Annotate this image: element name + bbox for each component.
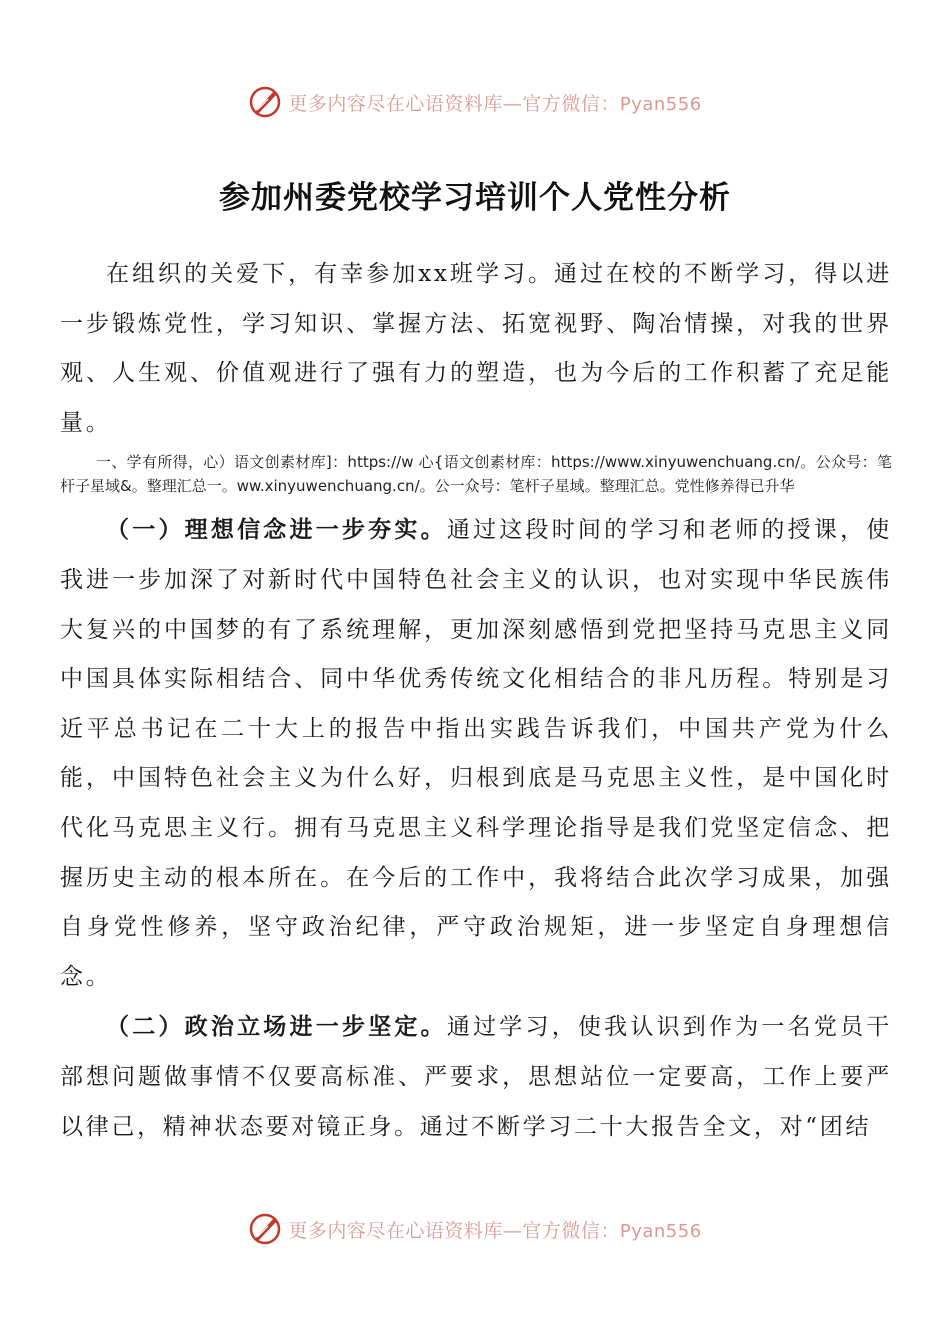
intro-paragraph: 在组织的关爱下，有幸参加xx班学习。通过在校的不断学习，得以进一步锻炼党性，学习知识、掌握方法、拓宽视野、陶冶情操，对我的世界观、人生观、价值观进行了强有力的塑造，也为今后的工作积蓄了充足能量。 <box>60 261 892 436</box>
header-watermark-banner <box>0 82 950 122</box>
footer-watermark-banner <box>0 1209 950 1249</box>
wechat-id: Pyan556 <box>619 93 702 115</box>
wechat-id: Pyan556 <box>619 1220 702 1242</box>
document-title: 参加州委党校学习培训个人党性分析 <box>219 180 731 216</box>
quill-logo-icon <box>248 1212 282 1246</box>
banner-text: 更多内容尽在心语资料库—官方微信：Pyan556 <box>288 1219 702 1242</box>
document-body <box>60 250 892 1152</box>
banner-text: 更多内容尽在心语资料库—官方微信：Pyan556 <box>288 92 702 115</box>
paragraph-political-stance: （二）政治立场进一步坚定。通过学习，使我认识到作为一名党员干部想问题做事情不仅要高标准、严要求，思想站位一定要高，工作上要严以律己，精神状态要对镜正身。通过不断学习二十大报告全文，对“团结 <box>60 1013 892 1140</box>
section-heading-watermark-line: 一、学有所得，心）语文创素材库]：https://w 心{语文创素材库：https://www.xinyuwenchuang.cn/。公众号：笔杆子星域&。整理汇总一。ww.xinyuwenchuang.cn/。公一众号：笔杆子星域。整理汇总。党性修养得已升华 <box>60 453 892 496</box>
subheading-ideals: （一）理想信念进一步夯实。 <box>106 516 447 544</box>
subheading-political-stance: （二）政治立场进一步坚定。 <box>106 1013 447 1041</box>
quill-logo-icon <box>248 85 282 119</box>
paragraph-ideals: （一）理想信念进一步夯实。通过这段时间的学习和老师的授课，使我进一步加深了对新时代中国特色社会主义的认识，也对实现中华民族伟大复兴的中国梦的有了系统理解，更加深刻感悟到党把坚持马克思主义同中国具体实际相结合、同中华优秀传统文化相结合的非凡历程。特别是习近平总书记在二十大上的报告中指出实践告诉我们，中国共产党为什么能，中国特色社会主义为什么好，归根到底是马克思主义性，是中国化时代化马克思主义行。拥有马克思主义科学理论指导是我们党坚定信念、把握历史主动的根本所在。在今后的工作中，我将结合此次学习成果，加强自身党性修养，坚守政治纪律，严守政治规矩，进一步坚定自身理想信念。 <box>60 516 892 990</box>
